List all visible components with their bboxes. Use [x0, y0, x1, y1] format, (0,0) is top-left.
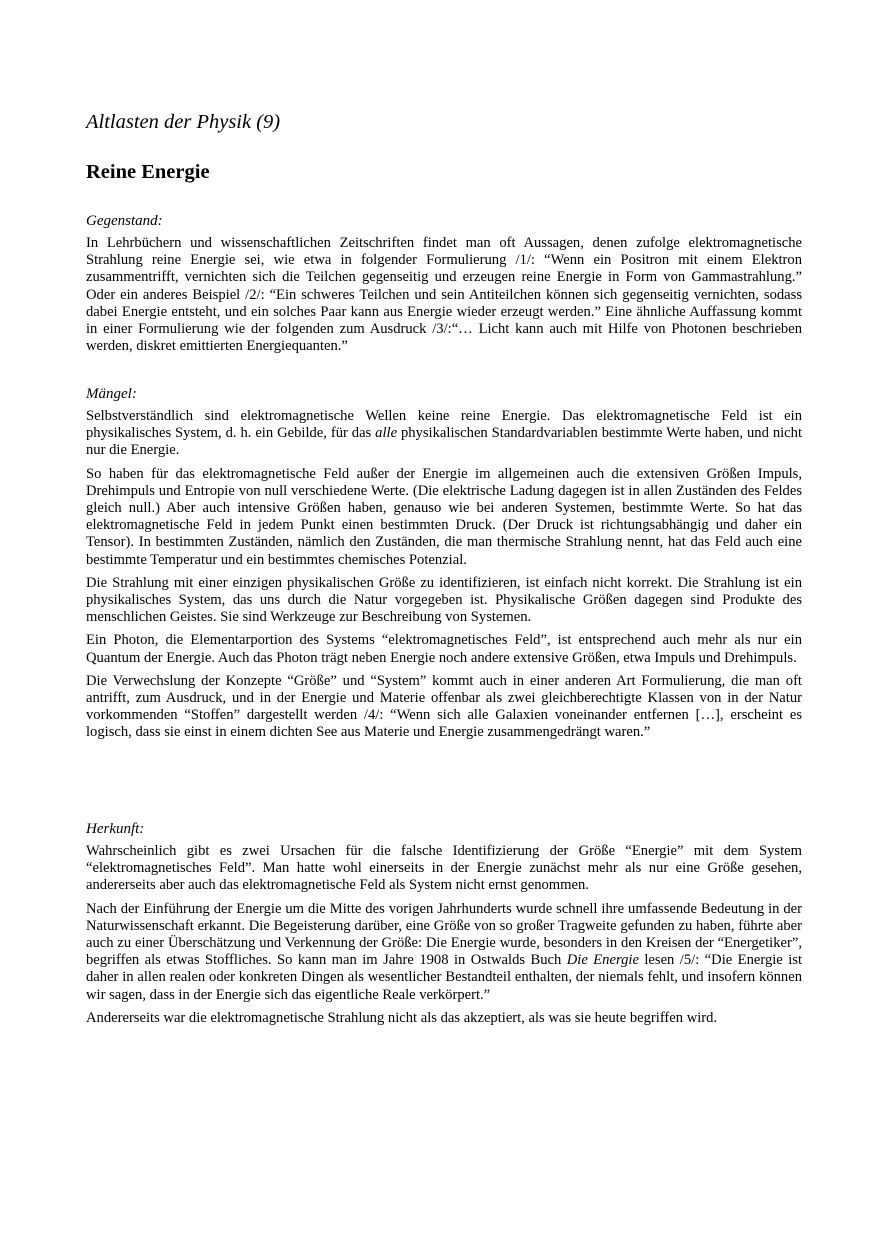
section-heading: Gegenstand:: [86, 213, 163, 229]
paragraph-text: Wahrscheinlich gibt es zwei Ursachen für die falsche Identifizierung der Größe “Energie” mit dem System “elektromagnetisches Feld”. Man hatte wohl einerseits in der Energie zunächst mehr als nur eine Größe gesehen, andererseits aber auch das elektromagnetische Feld als System nicht ernst genommen.: [86, 843, 802, 894]
paragraph: [86, 235, 802, 355]
series-title: Altlasten der Physik (9): [86, 111, 281, 133]
paragraph-text: Andererseits war die elektromagnetische Strahlung nicht als das akzeptiert, als was sie heute begriffen wird.: [86, 1009, 718, 1026]
paragraph: [86, 843, 802, 895]
paragraph-text: lesen /5/: “Die Energie ist daher in allen realen oder konkreten Dingen als wesentlicher Bestandteil enthalten, der niemals fehlt, und insofern können wir sagen, dass in der Energie sich das eigentliche Reale verkörpert.”: [86, 952, 803, 1003]
paragraph-text: Ein Photon, die Elementarportion des Systems “elektromagnetisches Feld”, ist entsprechend auch mehr als nur ein Quantum der Energie. Auch das Photon trägt neben Energie noch andere extensive Größen, etwa Impuls und Drehimpuls.: [86, 632, 802, 666]
paragraph: [86, 408, 802, 460]
paragraph: [86, 632, 802, 666]
paragraph: [86, 673, 802, 742]
paragraph-text: So haben für das elektromagnetische Feld außer der Energie im allgemeinen auch die extensiven Größen Impuls, Drehimpuls und Entropie von null verschiedene Werte. (Die elektrische Ladung dagegen ist in allen Zuständen des Feldes gleich null.) Aber auch intensive Größen haben, genauso wie bei anderen Systemen, bestimmte Werte. So hat das elektromagnetische Feld in jedem Punkt einen bestimmten Druck. (Der Druck ist richtungsabhängig und daher ein Tensor). In bestimmten Zuständen, nämlich den Zuständen, die man thermische Strahlung nennt, hat das Feld auch eine bestimmte Temperatur und ein bestimmtes chemisches Potenzial.: [86, 465, 802, 568]
section-maengel: [86, 385, 802, 748]
section-paragraphs: [86, 843, 802, 1027]
paragraph: [86, 575, 802, 627]
section-herkunft: [86, 820, 802, 1033]
page-title: Reine Energie: [86, 161, 210, 183]
paragraph: [86, 1010, 802, 1027]
paragraph-text: Die Verwechslung der Konzepte “Größe” und “System” kommt auch in einer anderen Art Formulierung, die man oft antrifft, zum Ausdruck, und in der Energie und Materie offenbar als zwei gleichberechtigte Klassen von in der Natur vorkommenden “Stoffen” dargestellt werden /4/: “Wenn sich alle Galaxien voneinander entfernen […], erscheint es logisch, dass sie einst in einem dichten See aus Materie und Energie zusammengedrängt waren.”: [86, 672, 802, 741]
paragraph-text: physikalischen Standardvariablen bestimmte Werte haben, und nicht nur die Energie.: [86, 425, 802, 459]
section-paragraphs: [86, 408, 802, 742]
paragraph-text: Die Strahlung mit einer einzigen physikalischen Größe zu identifizieren, ist einfach nicht korrekt. Die Strahlung ist ein physikalisches System, das uns durch die Natur vorgegeben ist. Physikalische Größen dagegen sind Produkte des menschlichen Geistes. Sie sind Werkzeuge zur Beschreibung von Systemen.: [86, 574, 802, 626]
paragraph-text: Nach der Einführung der Energie um die Mitte des vorigen Jahrhunderts wurde schnell ihre umfassende Bedeutung in der Naturwissenschaft erkannt. Die Begeisterung darüber, eine Größe von so großer Tragweite gefunden zu haben, führte aber auch zu einer Überschätzung und Verkennung der Größe: Die Energie wurde, besonders in den Kreisen der “Energetiker”, begriffen als etwas Stoffliches. So kann man im Jahre 1908 in Ostwalds Buch: [86, 900, 802, 969]
paragraph: [86, 901, 802, 1004]
paragraph-text: In Lehrbüchern und wissenschaftlichen Zeitschriften findet man oft Aussagen, denen zufolge elektromagnetische Strahlung reine Energie sei, wie etwa in folgender Formulierung /1/: “Wenn ein Positron mit einem Elektron zusammentrifft, vernichten sich die Teilchen gegenseitig und erzeugen reine Energie in Form von Gammastrahlung.” Oder ein anderes Beispiel /2/: “Ein schweres Teilchen und sein Antiteilchen können sich gegenseitig vernichten, sodass dabei Energie entsteht, und ein solches Paar kann aus Energie wieder erzeugt werden.” Eine ähnliche Auffassung kommt in einer Formulierung wie der folgenden zum Ausdruck /3/:“… Licht kann auch mit Hilfe von Photonen beschrieben werden, diskret emittierten Energiequanten.”: [86, 235, 802, 355]
emphasized-text: Die Energie: [566, 952, 639, 969]
section-heading: Mängel:: [86, 386, 137, 402]
emphasized-text: alle: [375, 425, 398, 442]
section-gegenstand: [86, 212, 802, 361]
section-paragraphs: [86, 235, 802, 355]
paragraph-text: Selbstverständlich sind elektromagnetische Wellen keine reine Energie. Das elektromagnetische Feld ist ein physikalisches System, d. h. ein Gebilde, für das: [86, 408, 802, 442]
paragraph: [86, 466, 802, 569]
section-heading: Herkunft:: [86, 821, 145, 837]
